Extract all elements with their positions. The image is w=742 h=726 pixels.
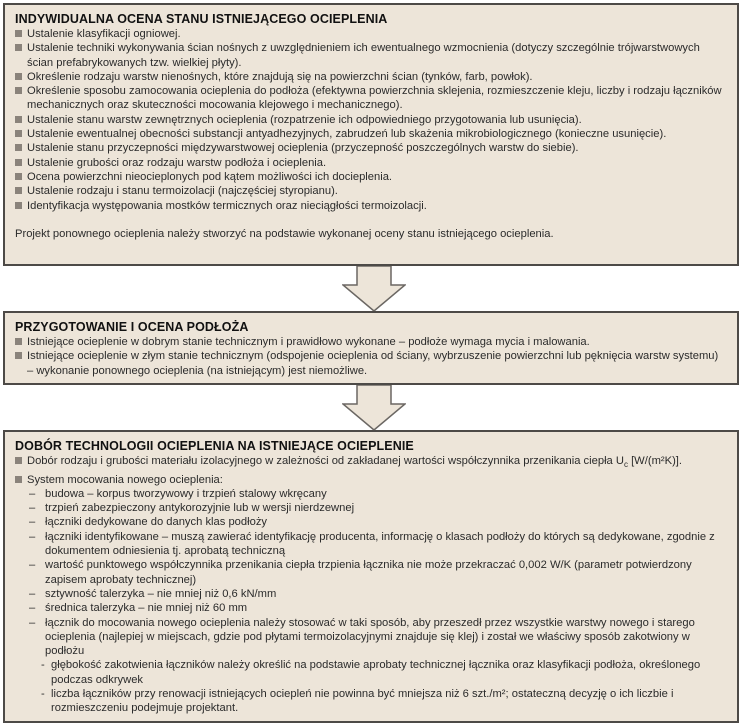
list-item: Określenie rodzaju warstw nienośnych, które znajdują się na powierzchni ścian (tynków, farb, powłok). (15, 70, 727, 84)
down-arrow-icon (342, 385, 406, 431)
fastener-requirements-list (27, 487, 727, 659)
list-item: Ustalenie rodzaju i stanu termoizolacji (najczęściej styropianu). (15, 184, 727, 198)
sub-list-item: – wartość punktowego współczynnika przenikania ciepła trzpienia łącznika nie może przekraczać 0,002 W/K (parametr potwierdzony zapisem aprobaty technicznej) (27, 558, 727, 587)
list-item: Ustalenie stanu warstw zewnętrznych ocieplenia (rozpatrzenie ich odpowiedniego przygotowania lub usunięcia). (15, 113, 727, 127)
list-item: Ustalenie stanu przyczepności międzywarstwowej ocieplenia (przyczepność poszczególnych warstw do siebie). (15, 141, 727, 155)
list-item: Identyfikacja występowania mostków termicznych oraz nieciągłości termoizolacji. (15, 199, 727, 213)
substrate-list (15, 335, 727, 378)
list-item (15, 454, 727, 473)
sub-list-item: – budowa – korpus tworzywowy i trzpień stalowy wkręcany (27, 487, 727, 501)
item-text: System mocowania nowego ocieplenia: (27, 473, 223, 486)
section-assessment (3, 3, 739, 266)
section-technology-title: DOBÓR TECHNOLOGII OCIEPLENIA NA ISTNIEJĄCE OCIEPLENIE (15, 439, 414, 453)
list-item: Określenie sposobu zamocowania ocieplenia do podłoża (efektywna powierzchnia sklejenia, rozmieszczenie kleju, liczby i rodzaju łączników mechanicznych oraz skuteczności mocowania klejowego i mechanicznego). (15, 84, 727, 113)
section-technology (3, 430, 739, 723)
item-unit: [W/(m²K)]. (627, 455, 683, 467)
sub-list-item: – łącznik do mocowania nowego ocieplenia należy stosować w taki sposób, aby przeszedł przez wszystkie warstwy nowego i starego ocieplenia (najlepiej w miejscach, gdzie pod płytami termoizolacyjnymi znajduje się klej) i został we właściwy sposób zakotwiony w podłożu (27, 616, 727, 659)
sub-list-item: – łączniki identyfikowane – muszą zawierać identyfikację producenta, informację o klasach podłoży do których są dedykowane, zgodnie z dokumentem odniesienia tj. aprobatą techniczną (27, 530, 727, 559)
sub-list-item: – łączniki dedykowane do danych klas podłoży (27, 515, 727, 529)
item-text: Dobór rodzaju i grubości materiału izolacyjnego w zależności od zakładanej wartości współczynnika przenikania ciepła U (27, 455, 624, 467)
sub-list-item: – trzpień zabezpieczony antykorozyjnie lub w wersji nierdzewnej (27, 501, 727, 515)
list-item: Ustalenie klasyfikacji ogniowej. (15, 27, 727, 41)
technology-list (15, 454, 727, 716)
section-assessment-title: INDYWIDUALNA OCENA STANU ISTNIEJĄCEGO OCIEPLENIA (15, 12, 388, 26)
anchoring-details-list (27, 658, 727, 715)
item-subscript: c (623, 460, 628, 470)
section-substrate-title: PRZYGOTOWANIE I OCENA PODŁOŻA (15, 320, 249, 334)
sub-list-item: – sztywność talerzyka – nie mniej niż 0,6 kN/mm (27, 587, 727, 601)
sub-sub-list-item: - liczba łączników przy renowacji istniejących ociepleń nie powinna być mniejsza niż 6 szt./m²; ostateczną decyzję o ich liczbie i rozmieszczeniu podejmuje projektant. (27, 687, 727, 716)
list-item: Ocena powierzchni nieocieplonych pod kątem możliwości ich docieplenia. (15, 170, 727, 184)
list-item: Ustalenie ewentualnej obecności substancji antyadhezyjnych, zabrudzeń lub skażenia mikrobiologicznego (konieczne usunięcie). (15, 127, 727, 141)
assessment-note: Projekt ponownego ocieplenia należy stworzyć na podstawie wykonanej oceny stanu istniejącego ocieplenia. (15, 227, 554, 240)
sub-list-item: – średnica talerzyka – nie mniej niż 60 mm (27, 601, 727, 615)
list-item: Ustalenie techniki wykonywania ścian nośnych z uwzględnieniem ich ewentualnego wzmocnienia (dotyczy szczególnie trójwarstwowych ścian prefabrykowanych tzw. wielkiej płyty). (15, 41, 727, 70)
down-arrow-icon (342, 266, 406, 312)
list-item (15, 473, 727, 716)
list-item: Istniejące ocieplenie w złym stanie technicznym (odspojenie ocieplenia od ściany, wybrzuszenie powierzchni lub pęknięcia warstw systemu) – wykonanie ponownego ocieplenia (na istniejącym) jest niemożliwe. (15, 349, 727, 378)
list-item: Ustalenie grubości oraz rodzaju warstw podłoża i ocieplenia. (15, 156, 727, 170)
list-item: Istniejące ocieplenie w dobrym stanie technicznym i prawidłowo wykonane – podłoże wymaga mycia i malowania. (15, 335, 727, 349)
assessment-list (15, 27, 727, 213)
sub-sub-list-item: - głębokość zakotwienia łączników należy określić na podstawie aprobaty technicznej łącznika oraz klasyfikacji podłoża, określonego podczas odkrywek (27, 658, 727, 687)
section-substrate (3, 311, 739, 385)
